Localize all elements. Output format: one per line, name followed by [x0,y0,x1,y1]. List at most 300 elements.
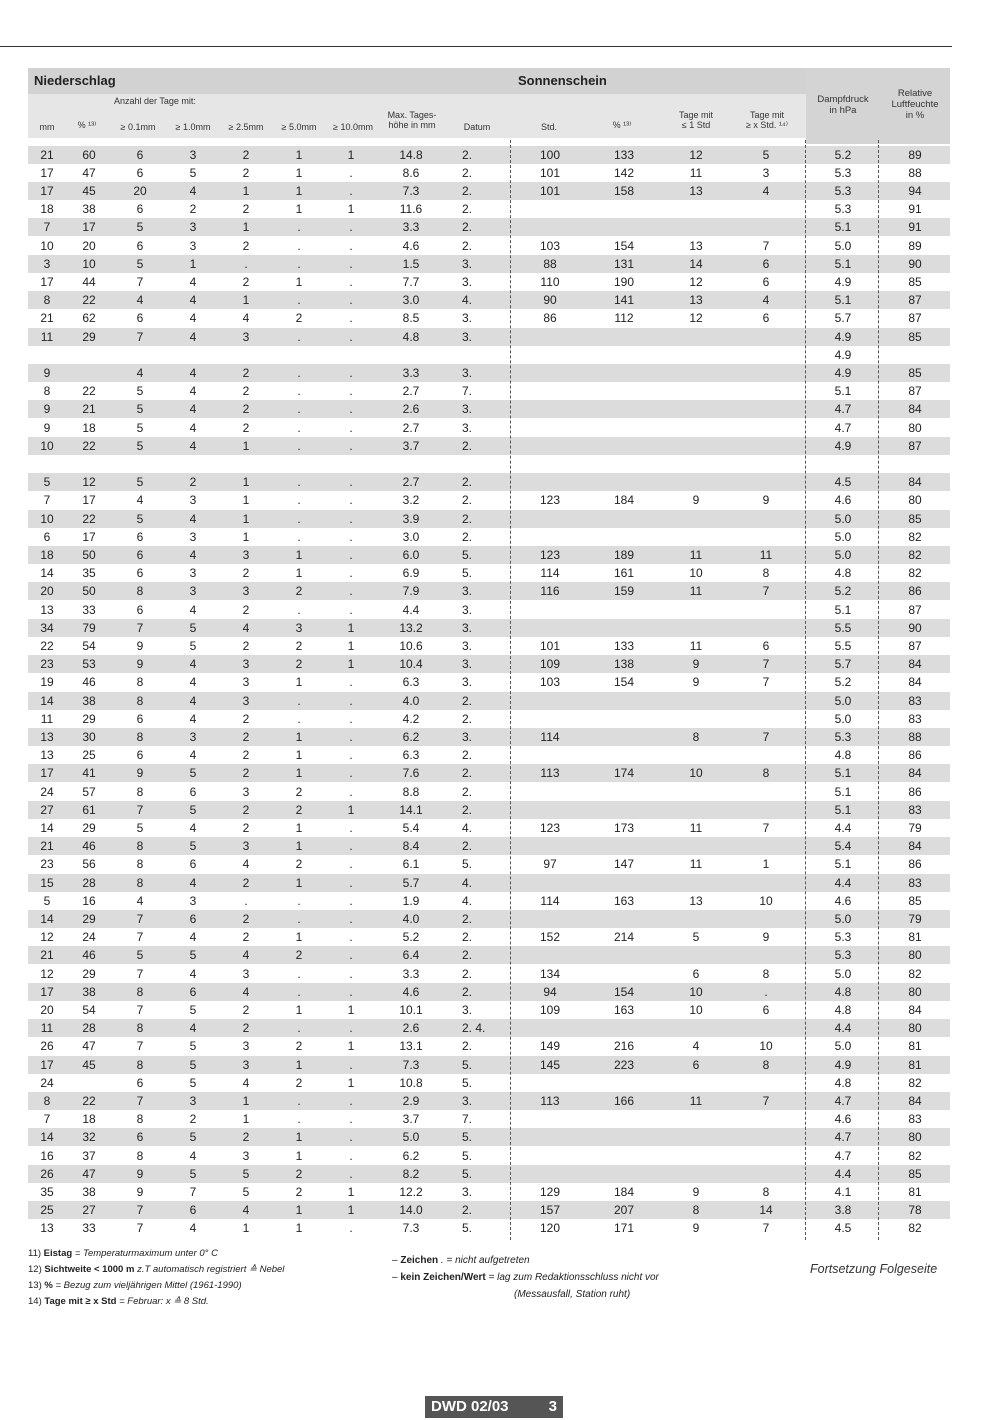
table-row [28,1037,950,1055]
cell-std [518,1019,582,1037]
cell-rel: 94 [908,183,922,198]
cell-std: 157 [539,1203,561,1218]
cell-rel: 89 [908,147,922,162]
cell-maxtag: 3.0 [402,293,420,308]
cell-tagex [732,601,800,619]
cell-t50: 2 [295,948,303,963]
cell-t50: . [297,329,301,344]
cell-datum: 2. [462,948,473,963]
cell-datum: 2. [462,1039,473,1054]
cell-t01: 6 [136,529,144,544]
cell-t50: . [297,365,301,380]
cell-std: 123 [539,820,561,835]
cell-dampf: 4.5 [834,475,852,490]
cell-tage1 [664,510,728,528]
cell-dampf: 5.3 [834,948,852,963]
cell-tagex [732,437,800,455]
cell-t25: 1 [242,1221,250,1236]
cell-t10: 4 [189,1021,197,1036]
cell-datum: 2. [462,984,473,999]
cell-t25: 2 [242,930,250,945]
cell-spct: 142 [613,165,635,180]
cell-t25: 3 [242,547,250,562]
cell-t25: 4 [242,857,250,872]
separator-dampfdruck [805,140,806,1240]
cell-tagex [732,455,800,473]
cell-spct [592,218,656,236]
cell-mm: 23 [40,657,54,672]
cell-t25: 5 [242,1184,250,1199]
cell-t10: 6 [189,857,197,872]
cell-t50: . [297,984,301,999]
cell-std [518,601,582,619]
cell-pct: 10 [82,256,96,271]
cell-rel: 82 [908,966,922,981]
cell-tagex [732,619,800,637]
cell-t50: 2 [295,784,303,799]
table-row [28,637,950,655]
cell-t50: 1 [295,766,303,781]
cell-datum: 4. [462,293,473,308]
cell-std: 100 [539,147,561,162]
cell-t100: . [349,1130,353,1145]
cell-tage1: 5 [692,930,700,945]
cell-t25: 2 [242,420,250,435]
cell-tage1 [664,400,728,418]
cell-std: 97 [543,857,557,872]
cell-tagex: 7 [762,238,770,253]
cell-datum: 2. [462,930,473,945]
cell-pct: 29 [82,911,96,926]
cell-mm: 13 [40,1221,54,1236]
cell-dampf: 4.8 [834,984,852,999]
cell-t25: 3 [242,657,250,672]
cell-maxtag: 3.3 [402,966,420,981]
cell-t01: 5 [136,820,144,835]
cell-t10: 3 [189,566,197,581]
cell-t25: 2 [242,147,250,162]
table-row [28,874,950,892]
cell-t100: 1 [347,638,355,653]
cell-rel: 81 [908,1057,922,1072]
cell-pct: 47 [82,1039,96,1054]
cell-std: 129 [539,1184,561,1199]
cell-mm: 18 [40,202,54,217]
cell-spct: 166 [613,1093,635,1108]
cell-mm: 14 [40,820,54,835]
cell-spct [592,1147,656,1165]
cell-t10: 1 [189,256,197,271]
cell-pct: 17 [82,529,96,544]
cell-dampf [806,455,880,473]
cell-maxtag: 13.2 [399,620,423,635]
tage1-line1: Tage mit [678,110,713,120]
cell-tage1 [664,1110,728,1128]
cell-maxtag: 10.8 [399,1075,423,1090]
cell-t01: 7 [136,620,144,635]
cell-spct [592,710,656,728]
cell-t100: . [349,293,353,308]
cell-rel: 82 [908,1148,922,1163]
cell-t25: 1 [242,293,250,308]
cell-dampf: 4.7 [834,1093,852,1108]
cell-t50: 2 [295,1075,303,1090]
cell-rel: 86 [908,584,922,599]
cell-t10: 5 [189,1039,197,1054]
cell-spct [592,1165,656,1183]
cell-t50 [272,455,326,473]
cell-dampf: 5.3 [834,202,852,217]
cell-datum: 3. [462,311,473,326]
cell-maxtag: 7.3 [402,183,420,198]
cell-t10: 6 [189,784,197,799]
cell-t10: 4 [189,511,197,526]
cell-t01: 8 [136,1148,144,1163]
cell-pct: 62 [82,311,96,326]
cell-t01: 7 [136,1039,144,1054]
cell-t10: 6 [189,911,197,926]
cell-spct [592,473,656,491]
cell-tage1 [664,1165,728,1183]
cell-pct: 22 [82,384,96,399]
cell-std [518,455,582,473]
table-row [28,1056,950,1074]
cell-t01: 8 [136,693,144,708]
cell-mm: 7 [43,493,51,508]
cell-dampf: 5.3 [834,183,852,198]
cell-pct: 38 [82,693,96,708]
cell-tagex [732,837,800,855]
cell-maxtag: 2.9 [402,1093,420,1108]
cell-datum: 3. [462,602,473,617]
cell-mm: 7 [43,1112,51,1127]
cell-dampf: 5.0 [834,711,852,726]
cell-spct [592,965,656,983]
cell-std [518,473,582,491]
cell-tagex [732,946,800,964]
dampf-line2: in hPa [829,105,857,116]
cell-pct: 29 [82,820,96,835]
cell-t50: . [297,893,301,908]
header-maxtag [380,110,444,130]
cell-dampf: 4.4 [834,1166,852,1181]
cell-datum: 2. [462,202,473,217]
cell-t100: . [349,748,353,763]
cell-t100: . [349,256,353,271]
cell-t50: 1 [295,1148,303,1163]
cell-tage1 [664,1074,728,1092]
cell-datum: 3. [462,729,473,744]
cell-std [518,837,582,855]
cell-datum: 2. [462,839,473,854]
cell-t25: 5 [242,1166,250,1181]
cell-spct: 163 [613,893,635,908]
separator-feuchte [878,140,879,1240]
cell-t100: . [349,438,353,453]
cell-pct: 22 [82,293,96,308]
cell-maxtag: 14.8 [399,147,423,162]
cell-spct: 112 [614,311,634,326]
cell-rel: 82 [908,1221,922,1236]
cell-spct [592,783,656,801]
cell-tage1 [664,837,728,855]
cell-maxtag: 6.3 [402,675,420,690]
cell-tagex [732,746,800,764]
cell-dampf: 5.0 [834,529,852,544]
cell-datum: 3. [462,420,473,435]
cell-maxtag: 4.6 [402,238,420,253]
cell-dampf: 4.8 [834,566,852,581]
cell-t50: . [297,1093,301,1108]
cell-t01: 6 [136,748,144,763]
cell-t10: 4 [189,966,197,981]
cell-tagex: 6 [762,638,770,653]
cell-t100: 1 [347,147,355,162]
header-pct: % ¹³⁾ [77,120,97,130]
cell-rel: 79 [908,820,922,835]
cell-tagex: 10 [759,893,773,908]
cell-t10: 5 [189,839,197,854]
cell-t25: 2 [242,748,250,763]
cell-t50: . [297,529,301,544]
page-badge-label: DWD 02/03 [431,1398,509,1415]
cell-tagex [732,218,800,236]
cell-t25: 1 [242,529,250,544]
cell-pct: 28 [82,875,96,890]
cell-t01: 6 [136,311,144,326]
cell-rel: 86 [908,784,922,799]
cell-spct [592,328,656,346]
cell-maxtag [378,346,444,364]
cell-std: 120 [539,1221,561,1236]
cell-std [518,874,582,892]
cell-t50: 2 [295,311,303,326]
cell-t50: . [297,693,301,708]
cell-t10: 5 [189,1166,197,1181]
table-row [28,910,950,928]
cell-t25: 2 [242,602,250,617]
cell-rel: 84 [908,1002,922,1017]
cell-t50: 1 [295,1203,303,1218]
cell-datum: 2. [462,183,473,198]
cell-rel: 80 [908,1021,922,1036]
cell-maxtag: 7.3 [402,1221,420,1236]
cell-t25: 2 [242,1130,250,1145]
cell-datum: 2. [462,784,473,799]
cell-dampf: 5.2 [834,675,852,690]
cell-dampf: 5.0 [834,911,852,926]
cell-t10: 4 [189,711,197,726]
cell-tagex [732,910,800,928]
cell-datum: 2. [462,220,473,235]
table-row [28,1219,950,1237]
cell-spct [592,510,656,528]
cell-t01: 8 [136,1112,144,1127]
cell-t100: . [349,766,353,781]
cell-t01: 6 [136,602,144,617]
cell-dampf: 4.4 [834,820,852,835]
cell-t25: 2 [242,402,250,417]
cell-dampf: 5.7 [834,311,852,326]
cell-maxtag: 4.0 [402,911,420,926]
cell-t25: 2 [242,766,250,781]
cell-std [518,1074,582,1092]
cell-tagex [732,328,800,346]
table-row [28,273,950,291]
cell-t100: . [349,493,353,508]
cell-mm: 10 [40,511,54,526]
maxtag-line1: Max. Tages- [387,110,437,120]
cell-maxtag: 2.7 [402,384,420,399]
cell-datum: 2. [462,693,473,708]
table-row [28,582,950,600]
cell-dampf: 5.3 [834,930,852,945]
cell-tage1 [664,1128,728,1146]
cell-datum: 2. [462,165,473,180]
table-row [28,801,950,819]
cell-t01: 5 [136,438,144,453]
note-zeichen: – Zeichen . = nicht aufgetreten [392,1255,530,1266]
cell-dampf: 4.9 [834,365,852,380]
cell-t10: 3 [189,493,197,508]
cell-t01 [112,455,168,473]
cell-spct: 158 [613,183,635,198]
cell-datum: 3. [462,365,473,380]
table-row [28,564,950,582]
cell-pct: 46 [82,948,96,963]
cell-tage1 [664,601,728,619]
cell-t100: 1 [347,1203,355,1218]
cell-std: 109 [539,1002,561,1017]
cell-t100: . [349,675,353,690]
cell-tage1 [664,473,728,491]
cell-std [518,218,582,236]
table-row [28,1019,950,1037]
header-t25: ≥ 2.5mm [228,122,264,132]
cell-t01: 5 [136,402,144,417]
cell-dampf: 4.8 [834,748,852,763]
cell-mm: 14 [40,693,54,708]
cell-t01: 4 [136,365,144,380]
cell-std: 145 [539,1057,561,1072]
cell-pct: 53 [82,657,96,672]
cell-maxtag: 5.2 [402,930,420,945]
cell-datum: 3. [462,657,473,672]
cell-mm: 9 [43,365,51,380]
cell-pct: 18 [82,420,96,435]
cell-datum: 2. [462,147,473,162]
table-row [28,491,950,509]
table-row [28,746,950,764]
cell-tage1 [664,346,728,364]
table-row [28,1201,950,1219]
cell-t25: 4 [242,620,250,635]
cell-t01: 8 [136,875,144,890]
cell-t25: 2 [242,1002,250,1017]
cell-rel: 90 [908,256,922,271]
dampf-line1: Dampfdruck [817,94,869,105]
cell-rel: 87 [908,438,922,453]
footnote-13: 13) % = Bezug zum vieljährigen Mittel (1961-1990) [28,1280,242,1291]
table-row [28,1001,950,1019]
cell-tage1: 11 [689,547,703,562]
cell-t100: . [349,1166,353,1181]
cell-t50: . [297,256,301,271]
cell-tagex [732,473,800,491]
cell-mm: 17 [40,984,54,999]
cell-dampf: 4.8 [834,1002,852,1017]
cell-mm: 14 [40,566,54,581]
cell-datum: 5. [462,1166,473,1181]
cell-maxtag: 5.7 [402,875,420,890]
cell-mm: 21 [40,311,54,326]
cell-maxtag: 8.2 [402,1166,420,1181]
cell-tage1 [664,419,728,437]
table-row [28,946,950,964]
cell-std: 113 [540,1093,560,1108]
cell-pct [68,364,110,382]
cell-std: 114 [540,729,560,744]
cell-dampf: 5.1 [834,256,852,271]
cell-tage1: 11 [689,1093,703,1108]
cell-rel: 80 [908,948,922,963]
cell-spct [592,419,656,437]
header-spct: % ¹³⁾ [612,120,632,130]
cell-rel: 87 [908,311,922,326]
cell-mm: 13 [40,748,54,763]
cell-t10 [166,346,220,364]
cell-datum: 2. [462,911,473,926]
cell-rel: 82 [908,529,922,544]
cell-datum: 5. [462,566,473,581]
cell-t100: . [349,547,353,562]
cell-t50: 2 [295,857,303,872]
cell-pct: 54 [82,638,96,653]
cell-t01: 5 [136,420,144,435]
cell-spct: 154 [613,675,635,690]
cell-datum: 2. [462,1203,473,1218]
cell-t100: . [349,948,353,963]
cell-spct [592,1110,656,1128]
cell-tagex: 5 [762,147,770,162]
table-row [28,364,950,382]
cell-spct [592,437,656,455]
cell-datum: 3. [462,329,473,344]
cell-t100: . [349,1221,353,1236]
cell-pct [68,346,110,364]
cell-maxtag: 3.0 [402,529,420,544]
table-row [28,655,950,673]
cell-dampf: 5.2 [834,584,852,599]
cell-pct: 41 [82,766,96,781]
cell-tage1: 6 [692,966,700,981]
header-rel-feuchte [880,68,950,144]
cell-t50: 1 [295,1221,303,1236]
cell-rel: 81 [908,930,922,945]
cell-maxtag: 2.6 [402,402,420,417]
cell-t25: . [244,893,248,908]
cell-t100: . [349,1021,353,1036]
cell-rel: 87 [908,293,922,308]
cell-maxtag: 4.8 [402,329,420,344]
table-row [28,928,950,946]
cell-dampf: 4.1 [834,1184,852,1199]
cell-t25: 1 [242,1093,250,1108]
cell-t100: . [349,911,353,926]
cell-t10: 3 [189,220,197,235]
note-kein-zeichen: – kein Zeichen/Wert = lag zum Redaktionsschluss nicht vor [392,1272,659,1283]
cell-t01: 8 [136,984,144,999]
